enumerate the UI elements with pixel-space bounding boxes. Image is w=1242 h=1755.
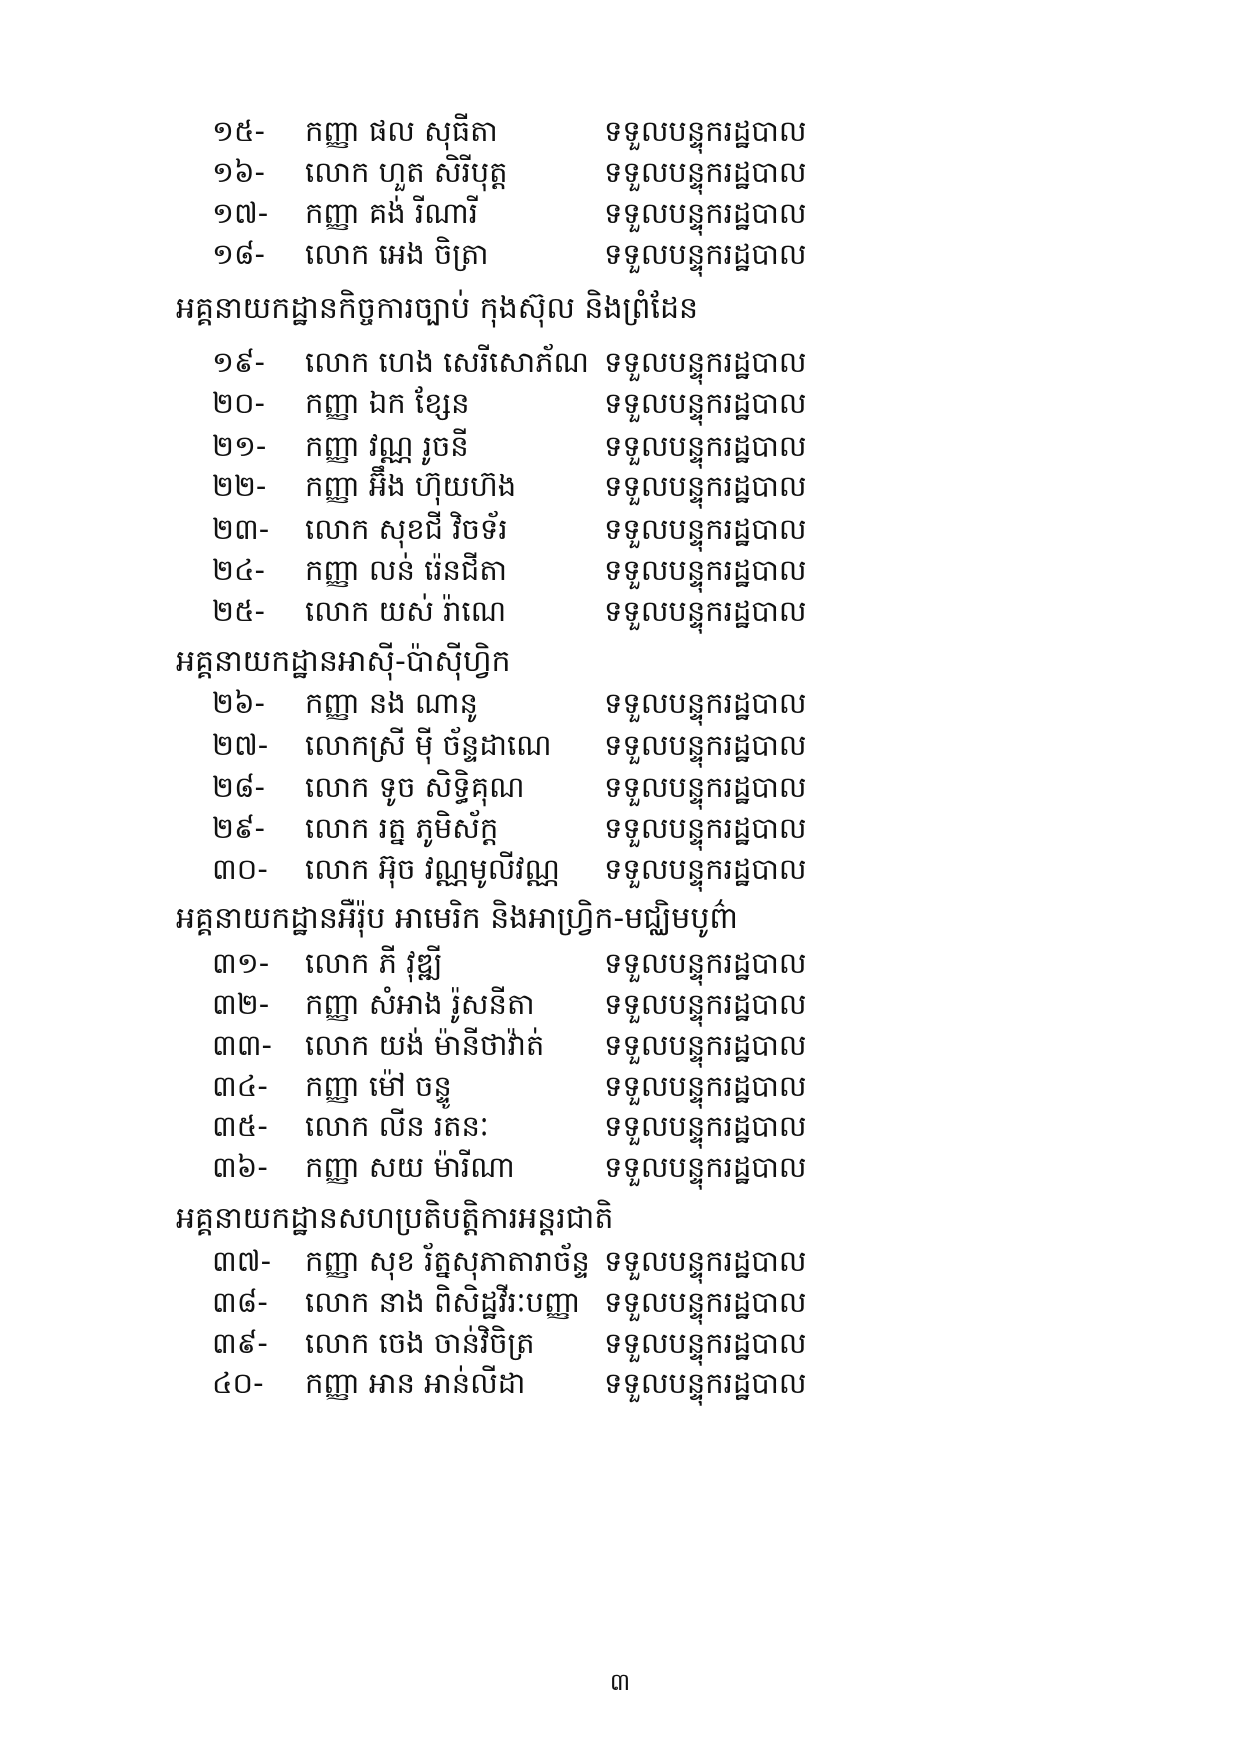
item-number: ៣៦- xyxy=(212,1150,268,1184)
role-label: ទទួលបន្ទុករដ្ឋបាល xyxy=(604,429,807,463)
role-label: ទទួលបន្ទុករដ្ឋបាល xyxy=(604,386,807,420)
role-label: ទទួលបន្ទុករដ្ឋបាល xyxy=(604,770,807,804)
role-label: ទទួលបន្ទុករដ្ឋបាល xyxy=(604,196,807,230)
item-number: ២៧- xyxy=(212,728,269,762)
role-label: ទទួលបន្ទុករដ្ឋបាល xyxy=(604,1069,807,1103)
item-number: ៣៨- xyxy=(212,1285,268,1319)
item-number: ២៣- xyxy=(212,512,270,546)
role-label: ទទួលបន្ទុករដ្ឋបាល xyxy=(604,1244,807,1278)
role-label: ទទួលបន្ទុករដ្ឋបាល xyxy=(604,155,807,189)
item-number: ១៨- xyxy=(212,237,265,271)
page-number: ៣ xyxy=(609,1668,631,1696)
item-number: ៣២- xyxy=(212,987,270,1021)
item-number: ១៧- xyxy=(212,196,269,230)
role-label: ទទួលបន្ទុករដ្ឋបាល xyxy=(604,512,807,546)
role-label: ទទួលបន្ទុករដ្ឋបាល xyxy=(604,469,807,503)
role-label: ទទួលបន្ទុករដ្ឋបាល xyxy=(604,1109,807,1143)
person-name: លោក រត្ន ភូមិស័ក្ត xyxy=(305,811,499,845)
item-number: ៣៥- xyxy=(212,1109,268,1143)
item-number: ២០- xyxy=(212,386,265,420)
item-number: ៣១- xyxy=(212,946,270,980)
person-name: លោក ហួត សិរីបុត្ត xyxy=(305,155,508,189)
person-name: លោក នាង ពិសិដ្ឋវីរៈបញ្ញា xyxy=(305,1285,581,1319)
role-label: ទទួលបន្ទុករដ្ឋបាល xyxy=(604,114,807,148)
role-label: ទទួលបន្ទុករដ្ឋបាល xyxy=(604,1326,807,1360)
role-label: ទទួលបន្ទុករដ្ឋបាល xyxy=(604,946,807,980)
item-number: ៣៩- xyxy=(212,1326,268,1360)
person-name: លោក ហេង សេរីសោភ័ណ xyxy=(305,345,589,379)
person-name: កញ្ញា ម៉ៅ ចន្ទូ xyxy=(305,1069,452,1103)
role-label: ទទួលបន្ទុករដ្ឋបាល xyxy=(604,686,807,720)
item-number: ៣៣- xyxy=(212,1028,273,1062)
person-name: លោក អ៊ុច វណ្ណមូលីវណ្ណ xyxy=(305,852,560,886)
item-number: ១៩- xyxy=(212,345,265,379)
section-heading: អគ្គនាយកដ្ឋានអឺរ៉ុប អាមេរិក និងអាហ្វ្រិក-មជ្ឈិមបូព៌ា xyxy=(176,901,738,936)
item-number: ២៤- xyxy=(212,553,265,587)
person-name: លោក អេង ចិត្រា xyxy=(305,237,489,271)
person-name: លោក យស់ រ៉ាណេ xyxy=(305,594,507,628)
role-label: ទទួលបន្ទុករដ្ឋបាល xyxy=(604,594,807,628)
person-name: កញ្ញា លន់ រ៉េនជីតា xyxy=(305,553,507,587)
item-number: ៣៧- xyxy=(212,1244,272,1278)
person-name: កញ្ញា ឯក ខ្សែន xyxy=(305,386,470,420)
role-label: ទទួលបន្ទុករដ្ឋបាល xyxy=(604,728,807,762)
item-number: ៤០- xyxy=(212,1366,264,1400)
person-name: កញ្ញា អ៊ឹង ហ៊ុយហ៊ង xyxy=(305,469,517,503)
item-number: ១៦- xyxy=(212,155,265,189)
item-number: ២៩- xyxy=(212,811,265,845)
section-heading: អគ្គនាយកដ្ឋានកិច្ចការច្បាប់ កុងស៊ុល និងព្រំដែន xyxy=(176,291,699,326)
person-name: កញ្ញា សំអាង រ៉ូសនីតា xyxy=(305,987,535,1021)
role-label: ទទួលបន្ទុករដ្ឋបាល xyxy=(604,811,807,845)
role-label: ទទួលបន្ទុករដ្ឋបាល xyxy=(604,987,807,1021)
person-name: លោក ចេង ចាន់វិចិត្រ xyxy=(305,1326,535,1360)
person-name: លោក ភី វុឌ្ឍី xyxy=(305,946,443,980)
item-number: ៣០- xyxy=(212,852,268,886)
role-label: ទទួលបន្ទុករដ្ឋបាល xyxy=(604,345,807,379)
item-number: ២៦- xyxy=(212,686,265,720)
person-name: លោក ទូច សិទ្ធិគុណ xyxy=(305,770,525,804)
section-heading: អគ្គនាយកដ្ឋានសហប្រតិបត្តិការអន្តរជាតិ xyxy=(176,1201,614,1236)
role-label: ទទួលបន្ទុករដ្ឋបាល xyxy=(604,1366,807,1400)
person-name: កញ្ញា វណ្ណ រូចនី xyxy=(305,429,469,463)
role-label: ទទួលបន្ទុករដ្ឋបាល xyxy=(604,237,807,271)
item-number: ៣៤- xyxy=(212,1069,268,1103)
role-label: ទទួលបន្ទុករដ្ឋបាល xyxy=(604,1150,807,1184)
role-label: ទទួលបន្ទុករដ្ឋបាល xyxy=(604,852,807,886)
person-name: កញ្ញា សុខ រ័ត្នសុភាតារាច័ន្ទ xyxy=(305,1244,590,1278)
person-name: កញ្ញា អាន អាន់លីដា xyxy=(305,1366,526,1400)
role-label: ទទួលបន្ទុករដ្ឋបាល xyxy=(604,553,807,587)
person-name: លោក សុខជី វិចទ័រ xyxy=(305,512,508,546)
person-name: កញ្ញា សយ ម៉ារីណា xyxy=(305,1150,515,1184)
item-number: ២៥- xyxy=(212,594,265,628)
item-number: ២១- xyxy=(212,429,267,463)
person-name: លោក យង់ ម៉ានីថាវ៉ាត់ xyxy=(305,1028,545,1062)
item-number: ២២- xyxy=(212,469,267,503)
section-heading: អគ្គនាយកដ្ឋានអាស៊ី-ប៉ាស៊ីហ្វិក xyxy=(176,644,511,679)
person-name: កញ្ញា គង់ រីណារី xyxy=(305,196,478,230)
role-label: ទទួលបន្ទុករដ្ឋបាល xyxy=(604,1285,807,1319)
person-name: កញ្ញា ផល សុធីតា xyxy=(305,114,498,148)
person-name: កញ្ញា នង ណានូ xyxy=(305,686,478,720)
item-number: ២៨- xyxy=(212,770,265,804)
role-label: ទទួលបន្ទុករដ្ឋបាល xyxy=(604,1028,807,1062)
person-name: លោកស្រី ម៉ី ច័ន្ទដាណេ xyxy=(305,728,552,762)
person-name: លោក លីន រតនៈ xyxy=(305,1109,489,1143)
item-number: ១៥- xyxy=(212,114,265,148)
